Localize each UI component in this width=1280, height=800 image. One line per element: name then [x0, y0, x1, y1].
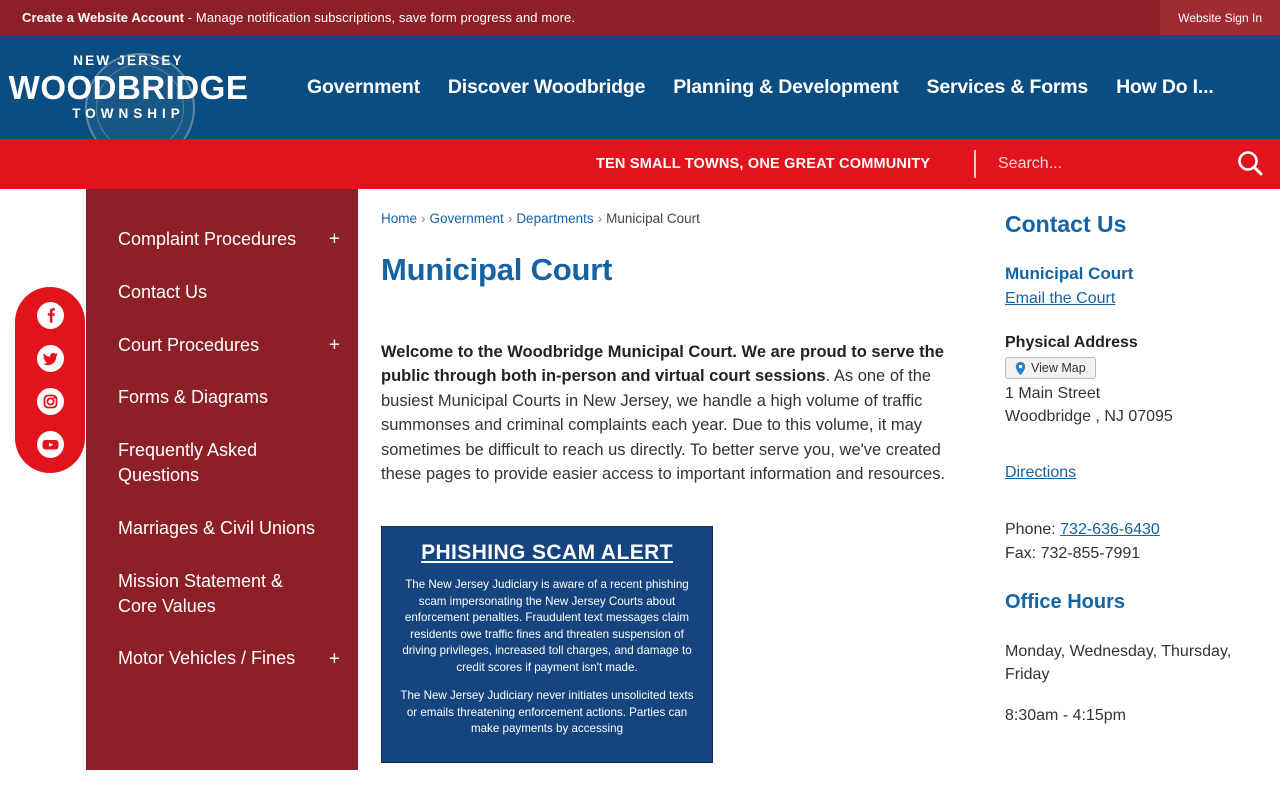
- address-street: 1 Main Street: [1005, 385, 1101, 402]
- search-icon: [1235, 148, 1265, 178]
- breadcrumb-separator: ›: [421, 211, 426, 226]
- spacer: [1005, 428, 1263, 446]
- youtube-icon[interactable]: [36, 430, 65, 459]
- sidebar-item-court-procedures[interactable]: [86, 319, 358, 372]
- create-account-description: - Manage notification subscriptions, save form progress and more.: [184, 10, 576, 25]
- site-logo[interactable]: [0, 35, 249, 139]
- search-divider: [974, 150, 976, 178]
- sidebar-item-motor-vehicles-fines[interactable]: [86, 632, 358, 685]
- nav-item-discover-woodbridge[interactable]: Discover Woodbridge: [447, 75, 646, 98]
- sidebar-item-frequently-asked-questions[interactable]: [86, 424, 358, 502]
- sidebar-item-forms-diagrams[interactable]: [86, 371, 358, 424]
- social-media-rail: [15, 287, 85, 473]
- flyer-title: PHISHING SCAM ALERT: [421, 541, 673, 565]
- physical-address-label: Physical Address: [1005, 334, 1138, 351]
- search-button[interactable]: [1234, 148, 1266, 180]
- logo-line-state: NEW JERSEY: [73, 52, 184, 68]
- intro-bold-welcome: Welcome to the Woodbridge Municipal Court: [381, 343, 733, 361]
- spacer: [1005, 686, 1263, 704]
- expand-plus-icon[interactable]: +: [328, 228, 340, 250]
- site-header: [0, 35, 1280, 139]
- spacer: [1005, 446, 1263, 464]
- sidebar-item-contact-us[interactable]: [86, 266, 358, 319]
- phone-label: Phone:: [1005, 521, 1061, 539]
- intro-paragraph: [381, 340, 981, 486]
- office-hours-time: 8:30am - 4:15pm: [1005, 707, 1126, 725]
- breadcrumb: [381, 211, 983, 226]
- instagram-icon[interactable]: [36, 387, 65, 416]
- page-title: Municipal Court: [381, 252, 613, 287]
- breadcrumb-departments[interactable]: Departments: [516, 211, 594, 226]
- sidebar-item-mission-statement-core-values[interactable]: [86, 555, 358, 633]
- nav-item-how-do-i[interactable]: How Do I...: [1116, 75, 1214, 98]
- twitter-icon[interactable]: [36, 344, 65, 373]
- page-body: [0, 189, 1280, 800]
- spacer: [1005, 482, 1263, 500]
- sidebar-item-label: Frequently Asked Questions: [118, 440, 258, 486]
- directions-link[interactable]: Directions: [1005, 464, 1077, 482]
- sidebar-item-complaint-procedures[interactable]: [86, 213, 358, 266]
- main-navigation: [293, 76, 1228, 99]
- sidebar-item-label: Contact Us: [118, 281, 208, 302]
- sidebar-item-label: Forms & Diagrams: [118, 387, 269, 408]
- contact-sidebar: [983, 189, 1263, 800]
- phishing-scam-alert-flyer: [381, 526, 713, 762]
- sidebar-item-label: Motor Vehicles / Fines: [118, 648, 296, 669]
- breadcrumb-home[interactable]: Home: [381, 211, 418, 226]
- spacer: [1005, 500, 1263, 518]
- sidebar-item-label: Mission Statement & Core Values: [118, 570, 284, 616]
- breadcrumb-separator: ›: [597, 211, 603, 226]
- map-pin-icon: [1015, 362, 1026, 375]
- address-city-state-zip: Woodbridge , NJ 07095: [1005, 408, 1173, 426]
- utility-bar: [0, 0, 1280, 35]
- office-hours-heading: Office Hours: [1005, 590, 1126, 613]
- email-the-court-link[interactable]: Email the Court: [1005, 290, 1116, 307]
- contact-heading: Contact Us: [1005, 211, 1127, 237]
- nav-item-planning-development[interactable]: Planning & Development: [673, 75, 899, 98]
- sidebar-item-label: Complaint Procedures: [118, 229, 297, 249]
- search-band: [0, 139, 1280, 189]
- phone-link[interactable]: 732-636-6430: [1060, 521, 1160, 539]
- nav-item-services-forms[interactable]: Services & Forms: [926, 75, 1089, 98]
- view-map-button[interactable]: [1005, 357, 1096, 379]
- expand-plus-icon[interactable]: +: [328, 334, 340, 356]
- main-content: [358, 189, 983, 800]
- logo-line-township: TOWNSHIP: [72, 106, 185, 121]
- nav-item-government[interactable]: Government: [307, 75, 420, 98]
- contact-org-name: Municipal Court: [1005, 264, 1134, 283]
- create-account-text[interactable]: [0, 10, 575, 25]
- flyer-paragraph-2: The New Jersey Judiciary never initiates unsolicited texts or emails threatening enforcement actions. Parties can make payments by accessing: [400, 689, 694, 736]
- search-input[interactable]: [996, 139, 1226, 189]
- intro-rest: . As one of the busiest Municipal Courts in New Jersey, we handle a high volume of traffic summonses and criminal complaints each year. Due to this volume, it may sometimes be difficult to reach us directly. To better serve you, we've created these pages to provide easier access to important information and resources.: [381, 367, 946, 484]
- office-hours-days: Monday, Wednesday, Thursday, Friday: [1005, 642, 1232, 683]
- create-account-link[interactable]: Create a Website Account: [22, 10, 185, 25]
- phone-row: [1005, 518, 1263, 541]
- breadcrumb-government[interactable]: Government: [429, 211, 504, 226]
- section-sidebar: [86, 189, 358, 770]
- sidebar-item-label: Court Procedures: [118, 334, 260, 355]
- site-tagline: TEN SMALL TOWNS, ONE GREAT COMMUNITY: [596, 156, 931, 172]
- expand-plus-icon[interactable]: +: [328, 648, 340, 670]
- sidebar-item-label: Marriages & Civil Unions: [118, 517, 316, 538]
- fax-row: Fax: 732-855-7991: [1005, 544, 1141, 562]
- facebook-icon[interactable]: [36, 301, 65, 330]
- view-map-label: View Map: [1031, 361, 1086, 375]
- breadcrumb-separator: ›: [507, 211, 513, 226]
- logo-line-name: WOODBRIDGE: [8, 69, 249, 106]
- website-signin-button[interactable]: Website Sign In: [1160, 0, 1280, 35]
- intro-bold-proud: . We are proud to serve the public through both in-person and virtual court sessions: [381, 343, 944, 386]
- breadcrumb-current: Municipal Court: [606, 211, 700, 226]
- flyer-paragraph-1: The New Jersey Judiciary is aware of a recent phishing scam impersonating the New Jersey Courts about enforcement penalties. Fraudulent text messages claim residents owe traffic fines and threaten suspension of driving privileges, increased toll charges, and damage to credit scores if payment isn't made.: [402, 578, 692, 674]
- sidebar-item-marriages-civil-unions[interactable]: [86, 502, 358, 555]
